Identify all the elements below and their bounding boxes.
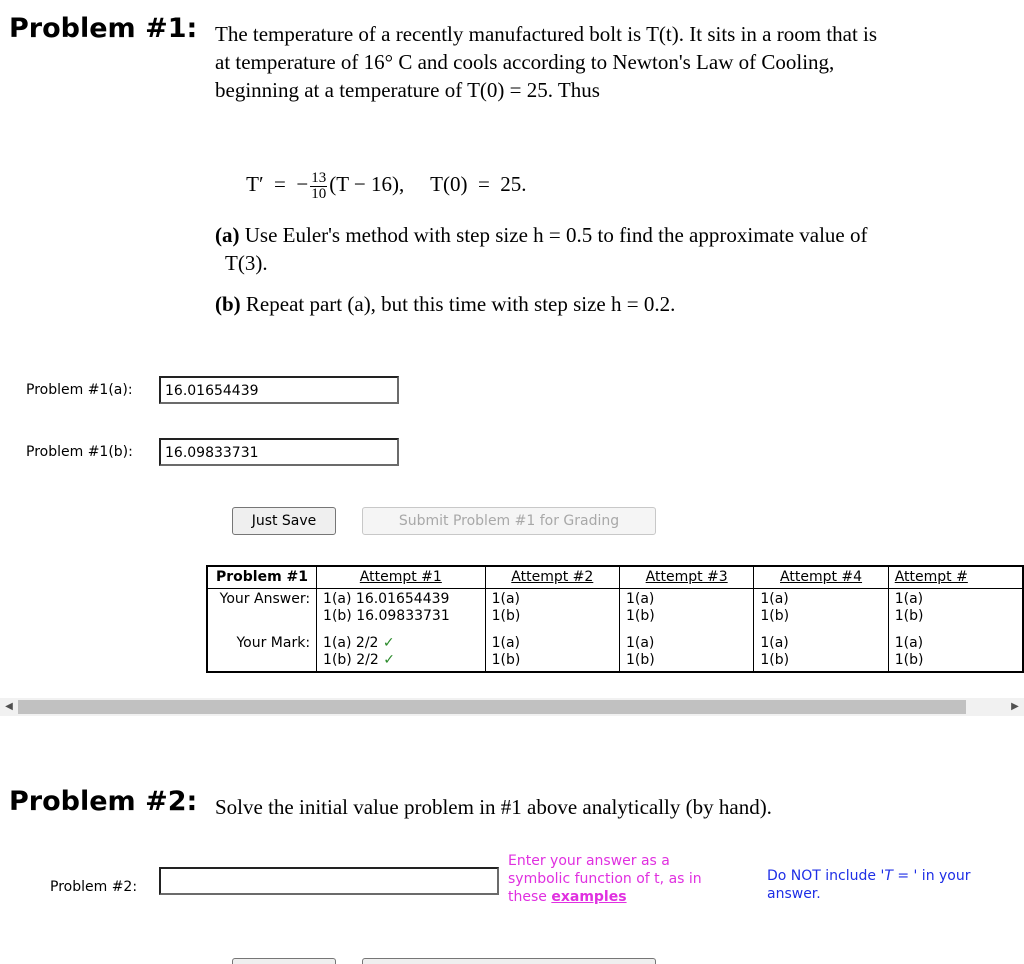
problem2-submit-button[interactable] [362, 958, 656, 964]
problem2-title: Problem #2: [9, 786, 198, 817]
hint-blue-line2: answer. [767, 886, 821, 902]
answer-cell [754, 589, 888, 628]
mark-b: 1(b) [625, 652, 655, 668]
part-a [215, 221, 1015, 277]
hint-pink-line3 [508, 888, 758, 906]
your-mark-row [207, 627, 1023, 672]
mark-a: 1(a) [491, 635, 521, 651]
examples-link[interactable]: examples [551, 889, 627, 905]
mark-cell [754, 627, 888, 672]
horizontal-scrollbar[interactable] [0, 698, 1024, 716]
submit-problem1-button[interactable]: Submit Problem #1 for Grading [362, 507, 656, 535]
attempt-header[interactable]: Attempt # [894, 569, 968, 585]
problem2-statement: Solve the initial value problem in #1 above analytically (by hand). [215, 795, 772, 819]
attempts-table [206, 565, 1024, 673]
mark-a [323, 635, 479, 652]
answer-cell [619, 589, 753, 628]
hint-blue-1b: = ' in your [892, 868, 971, 884]
right-arrow-icon[interactable]: ▶ [1011, 701, 1019, 712]
equation-lhs: T′ = − [246, 172, 309, 196]
mark-b: 1(b) [491, 652, 521, 668]
symbolic-hint [508, 852, 758, 906]
attempts-corner: Problem #1 [207, 566, 317, 589]
answer-b: 1(b) [760, 608, 790, 624]
attempt-header[interactable]: Attempt #3 [619, 566, 753, 589]
answer-a: 1(a) [625, 591, 655, 607]
mark-b-text: 1(b) 2/2 [323, 652, 379, 668]
mark-b: 1(b) [760, 652, 790, 668]
part-b [215, 290, 1015, 318]
checkmark-icon: ✓ [382, 635, 395, 651]
attempt-header[interactable]: Attempt #4 [754, 566, 888, 589]
hint-blue-1a: Do NOT include ' [767, 868, 885, 884]
input-b-label: Problem #1(b): [26, 444, 133, 460]
answer-cell [485, 589, 619, 628]
mark-b: 1(b) [894, 652, 924, 668]
part-b-text: Repeat part (a), but this time with step size h = 0.2. [245, 292, 676, 316]
hint-blue-line1 [767, 867, 1024, 885]
answer-a: 1(a) [760, 591, 789, 607]
attempt-header[interactable]: Attempt #1 [317, 566, 486, 589]
mark-a: 1(a) [625, 635, 655, 651]
part-a-text: Use Euler's method with step size h = 0.5 to find the approximate value of [244, 223, 868, 247]
answer-b: 1(b) [491, 608, 521, 624]
answer-cell [888, 589, 1023, 628]
hint-blue-T: T [884, 868, 893, 884]
problem2-save-button[interactable] [232, 958, 336, 964]
equation-denominator: 10 [311, 185, 327, 202]
left-arrow-icon[interactable]: ◀ [5, 701, 13, 712]
answer-a: 1(a) [894, 591, 924, 607]
input-a-label: Problem #1(a): [26, 382, 133, 398]
problem1-line2: at temperature of 16° C and cools according to Newton's Law of Cooling, [215, 50, 835, 74]
answer-2-input[interactable] [159, 867, 499, 895]
your-answer-row [207, 589, 1023, 628]
mark-cell [888, 627, 1023, 672]
answer-a: 1(a) [491, 591, 521, 607]
equation-fraction [310, 171, 327, 202]
answer-b: 1(b) [625, 608, 655, 624]
mark-a-text: 1(a) 2/2 [323, 635, 379, 651]
answer-1b-input[interactable]: 16.09833731 [159, 438, 399, 466]
answer-b: 1(b) 16.09833731 [323, 608, 450, 624]
problem1-statement [215, 20, 1015, 104]
equation-rhs: (T − 16), T(0) = 25. [329, 172, 527, 196]
hint-pink-line3-text: these [508, 889, 552, 905]
your-mark-label: Your Mark: [207, 627, 317, 672]
your-answer-label: Your Answer: [207, 589, 317, 628]
hint-pink-line1: Enter your answer as a [508, 853, 670, 869]
mark-cell [317, 627, 486, 672]
equation-numerator: 13 [311, 169, 327, 186]
answer-a: 1(a) 16.01654439 [323, 591, 450, 607]
mark-a: 1(a) [894, 635, 924, 651]
problem1-line3: beginning at a temperature of T(0) = 25. Thus [215, 78, 600, 102]
problem1-line1: The temperature of a recently manufactured bolt is T(t). It sits in a room that is [215, 22, 878, 46]
answer-cell [317, 589, 486, 628]
answer-1a-input[interactable]: 16.01654439 [159, 376, 399, 404]
checkmark-icon: ✓ [383, 652, 395, 668]
mark-a: 1(a) [760, 635, 789, 651]
hint-pink-line2: symbolic function of t, as in [508, 871, 702, 887]
attempts-table-container [206, 565, 1024, 697]
problem1-title: Problem #1: [9, 13, 198, 44]
part-a-text2: T(3). [225, 251, 268, 275]
answer-b: 1(b) [894, 608, 924, 624]
part-a-label: (a) [215, 223, 240, 247]
no-T-hint [767, 867, 1024, 903]
mark-cell [619, 627, 753, 672]
scrollbar-thumb[interactable] [18, 700, 966, 714]
just-save-button[interactable]: Just Save [232, 507, 336, 535]
mark-b [323, 652, 479, 669]
attempts-header-row [207, 566, 1023, 589]
attempt-header[interactable]: Attempt #2 [485, 566, 619, 589]
problem1-equation [236, 142, 527, 202]
part-b-label: (b) [215, 292, 241, 316]
mark-cell [485, 627, 619, 672]
problem2-input-label: Problem #2: [50, 879, 138, 895]
